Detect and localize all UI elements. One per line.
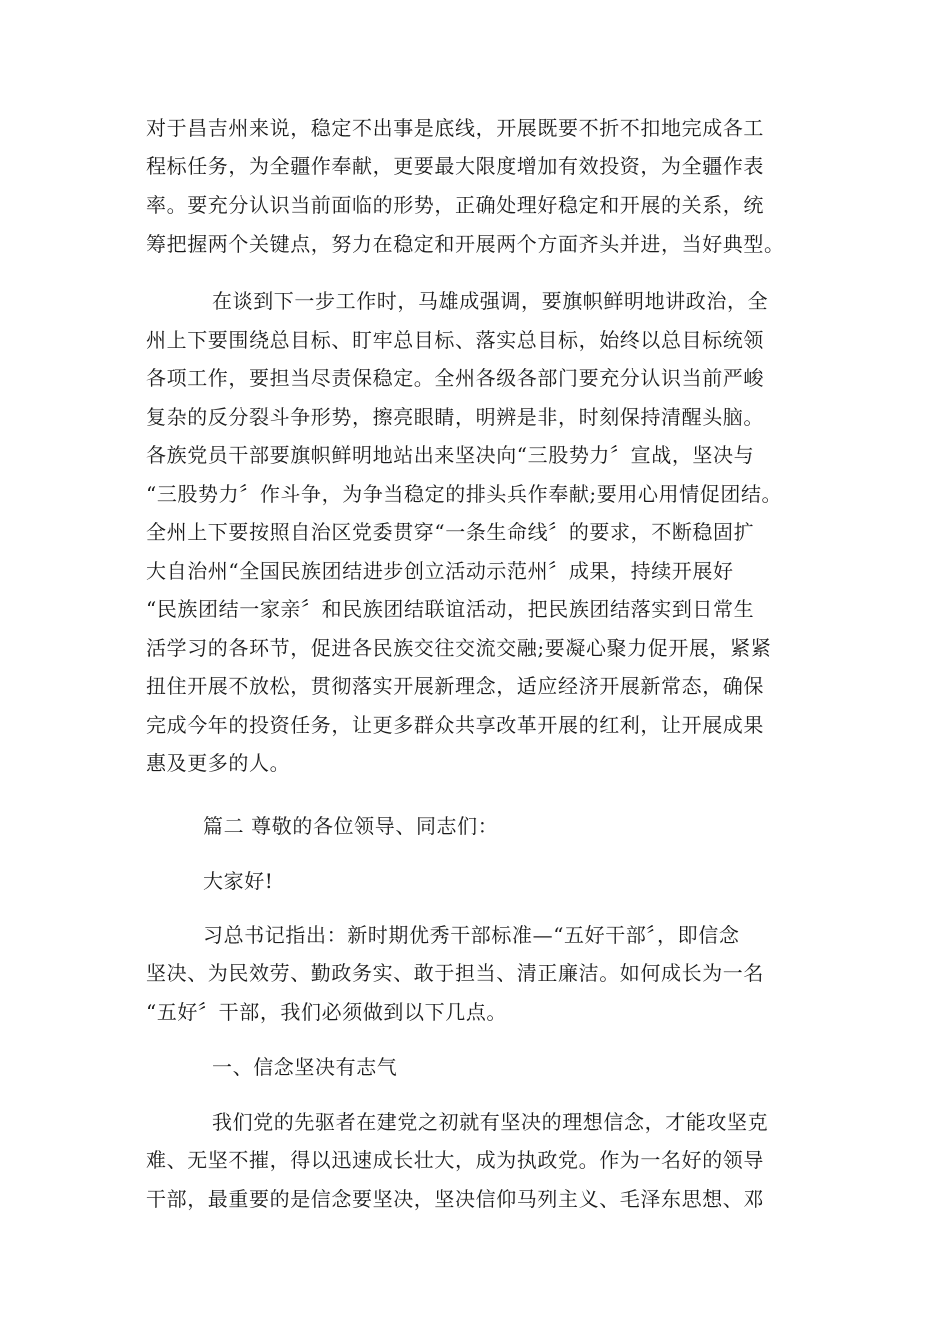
paragraph-2-line-6: “三股势力〞作斗争，为争当稳定的排头兵作奉献;要用心用情促团结。: [146, 482, 783, 506]
paragraph-3-line-3: “五好〞干部，我们必须做到以下几点。: [146, 1000, 508, 1024]
paragraph-2-line-13: 惠及更多的人。: [146, 751, 291, 775]
paragraph-1-line-4: 筹把握两个关键点，努力在稳定和开展两个方面齐头并进，当好典型。: [146, 232, 785, 256]
paragraph-2-line-8: 大自治州“全国民族团结进步创立活动示范州〞成果，持续开展好: [146, 559, 734, 583]
paragraph-2-line-12: 完成今年的投资任务，让更多群众共享改革开展的红利，让开展成果: [146, 713, 764, 737]
paragraph-1-line-1: 对于昌吉州来说，稳定不出事是底线，开展既要不折不扣地完成各工: [146, 116, 764, 140]
paragraph-1-line-2: 程标任务，为全疆作奉献，更要最大限度增加有效投资，为全疆作表: [146, 154, 764, 178]
paragraph-3-line-2: 坚决、为民效劳、勤政务实、敢于担当、清正廉洁。如何成长为一名: [146, 961, 764, 985]
paragraph-2-line-2: 州上下要围绕总目标、盯牢总目标、落实总目标，始终以总目标统领: [146, 328, 764, 352]
paragraph-2-line-9: “民族团结一家亲〞和民族团结联谊活动，把民族团结落实到日常生: [146, 597, 755, 621]
subheading-1: 一、信念坚决有志气: [212, 1055, 398, 1079]
paragraph-2-line-11: 扭住开展不放松，贯彻落实开展新理念，适应经济开展新常态，确保: [146, 674, 764, 698]
paragraph-2-line-7: 全州上下要按照自治区党委贯穿“一条生命线〞的要求，不断稳固扩: [146, 520, 755, 544]
paragraph-2-line-10: 活学习的各环节，促进各民族交往交流交融;要凝心聚力促开展，紧紧: [146, 636, 772, 660]
paragraph-2-line-1: 在谈到下一步工作时，马雄成强调，要旗帜鲜明地讲政治，全: [212, 289, 769, 313]
paragraph-2-line-4: 复杂的反分裂斗争形势，擦亮眼睛，明辨是非，时刻保持清醒头脑。: [146, 405, 764, 429]
paragraph-2-line-3: 各项工作，要担当尽责保稳定。全州各级各部门要充分认识当前严峻: [146, 366, 764, 390]
paragraph-3-line-1: 习总书记指出：新时期优秀干部标准—“五好干部〞，即信念: [203, 923, 740, 947]
section-heading: 篇二 尊敬的各位领导、同志们：: [203, 814, 499, 838]
paragraph-4-line-2: 难、无坚不摧，得以迅速成长壮大，成为执政党。作为一名好的领导: [146, 1148, 764, 1172]
greeting: 大家好!: [203, 869, 274, 893]
paragraph-4-line-1: 我们党的先驱者在建党之初就有坚决的理想信念，才能攻坚克: [212, 1110, 769, 1134]
paragraph-2-line-5: 各族党员干部要旗帜鲜明地站出来坚决向“三股势力〞宣战，坚决与: [146, 443, 755, 467]
paragraph-4-line-3: 干部，最重要的是信念要坚决，坚决信仰马列主义、毛泽东思想、邓: [146, 1187, 764, 1211]
paragraph-1-line-3: 率。要充分认识当前面临的形势，正确处理好稳定和开展的关系，统: [146, 193, 764, 217]
